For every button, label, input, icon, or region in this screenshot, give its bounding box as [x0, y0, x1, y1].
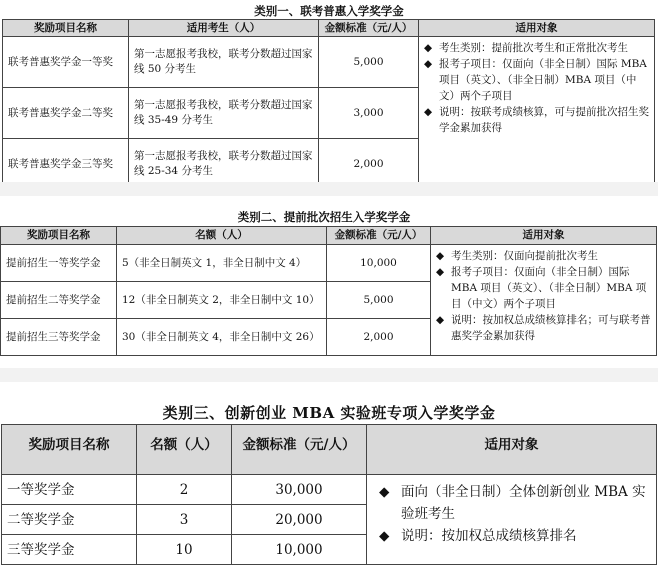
category-2-table — [0, 226, 657, 356]
award-name-cell: 提前招生二等奖学金 — [1, 282, 117, 319]
diamond-bullet-icon: ◆ — [436, 250, 445, 262]
divider-band — [0, 182, 658, 196]
category-1-table — [2, 19, 655, 190]
target-item: ◆ 报考子项目：仅面向（非全日制）国际 MBA 项目（英文）、（非全日制）MBA 项目（中文）两个子项目 — [436, 266, 647, 310]
diamond-bullet-icon: ◆ — [424, 106, 433, 118]
diamond-bullet-icon: ◆ — [436, 266, 445, 278]
header-quota: 名额（人） — [137, 425, 232, 475]
divider-band — [0, 368, 658, 382]
target-item: ◆ 说明：按加权总成绩核算排名 — [379, 525, 651, 547]
header-target: 适用对象 — [367, 425, 657, 475]
quota-cell: 2 — [137, 475, 232, 505]
award-name-cell: 三等奖学金 — [2, 535, 137, 565]
award-name-cell: 提前招生一等奖学金 — [1, 245, 117, 282]
target-list — [424, 40, 649, 136]
table-row — [3, 37, 655, 88]
target-item: ◆ 考生类别：仅面向提前批次考生 — [436, 250, 598, 262]
target-cell — [367, 475, 657, 565]
amount-cell: 20,000 — [232, 505, 367, 535]
award-name-cell: 联考普惠奖学金一等奖 — [3, 37, 129, 88]
diamond-bullet-icon: ◆ — [379, 528, 390, 544]
amount-cell: 2,000 — [327, 319, 431, 356]
target-item: ◆ 考生类别：提前批次考生和正常批次考生 — [424, 42, 628, 54]
amount-cell: 10,000 — [232, 535, 367, 565]
target-cell — [419, 37, 655, 190]
header-target: 适用对象 — [431, 227, 657, 245]
category-3-title: 类别三、创新创业 MBA 实验班专项入学奖学金 — [162, 404, 496, 422]
diamond-bullet-icon: ◆ — [424, 58, 433, 70]
award-name-cell: 提前招生三等奖学金 — [1, 319, 117, 356]
header-amount: 金额标准（元/人） — [232, 425, 367, 475]
table-header-row — [1, 227, 657, 245]
header-amount: 金额标准（元/人） — [319, 20, 419, 37]
table-row — [2, 475, 657, 505]
condition-cell: 第一志愿报考我校，联考分数超过国家线 25-34 分考生 — [129, 139, 319, 190]
diamond-bullet-icon: ◆ — [424, 42, 433, 54]
amount-cell: 10,000 — [327, 245, 431, 282]
header-eligible-candidates: 适用考生（人） — [129, 20, 319, 37]
diamond-bullet-icon: ◆ — [436, 314, 445, 326]
target-item: ◆ 说明：按加权总成绩核算排名；可与联考普惠奖学金累加获得 — [436, 314, 651, 342]
target-item: ◆ 说明：按联考成绩核算，可与提前批次招生奖学金累加获得 — [424, 106, 649, 134]
amount-cell: 5,000 — [319, 37, 419, 88]
header-quota: 名额（人） — [117, 227, 327, 245]
header-award-name: 奖励项目名称 — [3, 20, 129, 37]
target-cell — [431, 245, 657, 356]
header-award-name: 奖励项目名称 — [1, 227, 117, 245]
category-2-title: 类别二、提前批次招生入学奖学金 — [237, 210, 411, 224]
quota-cell: 10 — [137, 535, 232, 565]
award-name-cell: 联考普惠奖学金三等奖 — [3, 139, 129, 190]
quota-cell: 30（非全日制英文 4，非全日制中文 26） — [117, 319, 327, 356]
table-header-row — [3, 20, 655, 37]
condition-cell: 第一志愿报考我校，联考分数超过国家线 50 分考生 — [129, 37, 319, 88]
award-name-cell: 一等奖学金 — [2, 475, 137, 505]
amount-cell: 30,000 — [232, 475, 367, 505]
header-award-name: 奖励项目名称 — [2, 425, 137, 475]
amount-cell: 5,000 — [327, 282, 431, 319]
header-amount: 金额标准（元/人） — [327, 227, 431, 245]
target-list — [436, 248, 651, 344]
target-item: ◆ 报考子项目：仅面向（非全日制）国际 MBA 项目（英文）、（非全日制）MBA 项目（中文）两个子项目 — [424, 58, 647, 102]
quota-cell: 5（非全日制英文 1，非全日制中文 4） — [117, 245, 327, 282]
award-name-cell: 二等奖学金 — [2, 505, 137, 535]
table-header-row — [2, 425, 657, 475]
quota-cell: 3 — [137, 505, 232, 535]
diamond-bullet-icon: ◆ — [379, 484, 390, 500]
amount-cell: 2,000 — [319, 139, 419, 190]
quota-cell: 12（非全日制英文 2，非全日制中文 10） — [117, 282, 327, 319]
category-3-table — [1, 424, 657, 565]
header-target: 适用对象 — [419, 20, 655, 37]
award-name-cell: 联考普惠奖学金二等奖 — [3, 88, 129, 139]
target-list — [379, 481, 651, 547]
amount-cell: 3,000 — [319, 88, 419, 139]
category-1-title: 类别一、联考普惠入学奖学金 — [254, 4, 404, 18]
condition-cell: 第一志愿报考我校，联考分数超过国家线 35-49 分考生 — [129, 88, 319, 139]
table-row — [1, 245, 657, 282]
target-item: ◆ 面向（非全日制）全体创新创业 MBA 实验班考生 — [379, 481, 651, 525]
